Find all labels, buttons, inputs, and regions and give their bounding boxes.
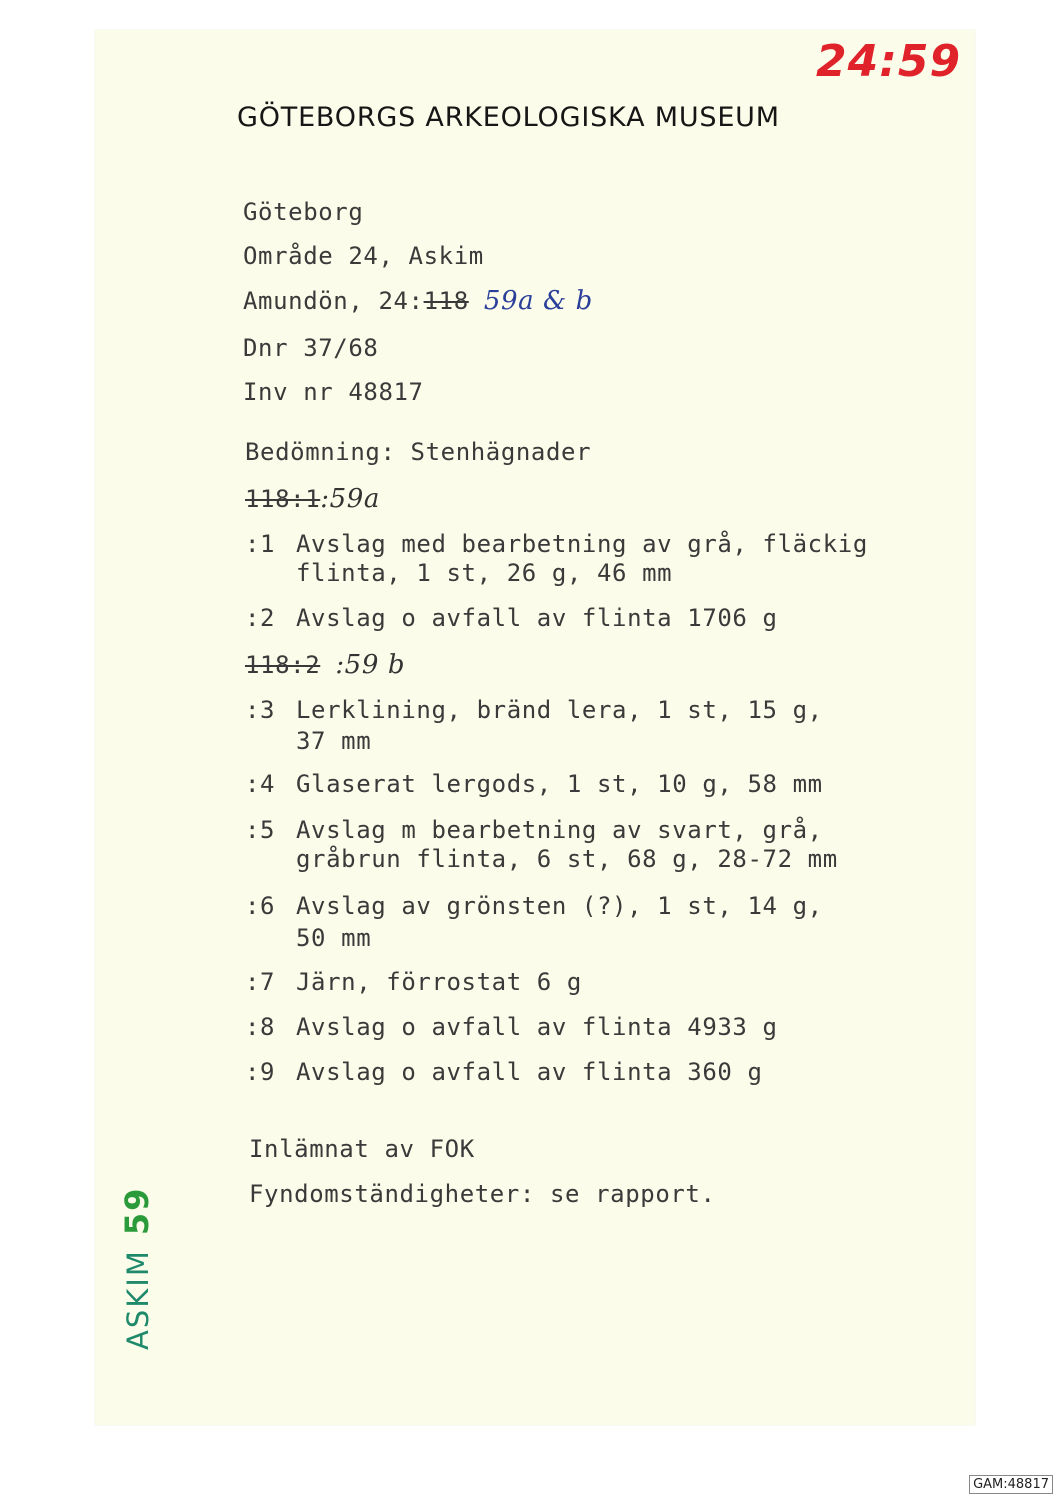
submitted-by: Inlämnat av FOK xyxy=(249,1135,475,1163)
dnr: Dnr 37/68 xyxy=(243,334,379,362)
item-description: Avslag m bearbetning av svart, grå, xyxy=(296,816,823,844)
group-b-handwritten: :59 b xyxy=(335,650,406,680)
group-a-struck: 118:1 xyxy=(245,485,321,513)
inventory-number: Inv nr 48817 xyxy=(243,378,424,406)
item-number: :4 xyxy=(245,770,276,798)
catalog-card xyxy=(95,30,975,1425)
item-description-cont: 50 mm xyxy=(296,924,372,952)
find-circumstances: Fyndomständigheter: se rapport. xyxy=(249,1180,716,1208)
item-description-cont: 37 mm xyxy=(296,727,372,755)
item-number: :6 xyxy=(245,892,276,920)
item-number: :7 xyxy=(245,968,276,996)
item-description-cont: flinta, 1 st, 26 g, 46 mm xyxy=(296,559,673,587)
side-stamp-label: ASKIM xyxy=(121,1249,155,1350)
item-number: :5 xyxy=(245,816,276,844)
group-b-struck: 118:2 xyxy=(245,651,321,679)
item-number: :2 xyxy=(245,604,276,632)
group-a-handwritten: :59a xyxy=(320,484,380,514)
side-stamp xyxy=(118,1187,156,1350)
assessment: Bedömning: Stenhägnader xyxy=(245,438,592,466)
scan-label: GAM:48817 xyxy=(969,1475,1053,1494)
item-description: Glaserat lergods, 1 st, 10 g, 58 mm xyxy=(296,770,823,798)
group-b-label xyxy=(245,650,405,680)
site-handwritten-number: 59a & b xyxy=(483,286,593,316)
item-description: Lerklining, bränd lera, 1 st, 15 g, xyxy=(296,696,823,724)
side-stamp-number: 59 xyxy=(118,1186,156,1236)
item-description: Avslag o avfall av flinta 4933 g xyxy=(296,1013,778,1041)
item-number: :1 xyxy=(245,530,276,558)
site-struck-number: 118 xyxy=(423,287,469,315)
item-description: Avslag av grönsten (?), 1 st, 14 g, xyxy=(296,892,823,920)
item-description-cont: gråbrun flinta, 6 st, 68 g, 28-72 mm xyxy=(296,845,838,873)
group-a-label xyxy=(245,484,380,514)
area: Område 24, Askim xyxy=(243,242,484,270)
item-description: Avslag o avfall av flinta 360 g xyxy=(296,1058,763,1086)
item-description: Avslag med bearbetning av grå, fläckig xyxy=(296,530,868,558)
item-description: Järn, förrostat 6 g xyxy=(296,968,582,996)
municipality: Göteborg xyxy=(243,198,364,226)
site-line xyxy=(243,286,593,316)
site-prefix: Amundön, 24: xyxy=(243,287,424,315)
item-description: Avslag o avfall av flinta 1706 g xyxy=(296,604,778,632)
item-number: :8 xyxy=(245,1013,276,1041)
institution-heading: GÖTEBORGS ARKEOLOGISKA MUSEUM xyxy=(237,102,780,133)
catalog-number: 24:59 xyxy=(816,36,962,87)
item-number: :3 xyxy=(245,696,276,724)
item-number: :9 xyxy=(245,1058,276,1086)
